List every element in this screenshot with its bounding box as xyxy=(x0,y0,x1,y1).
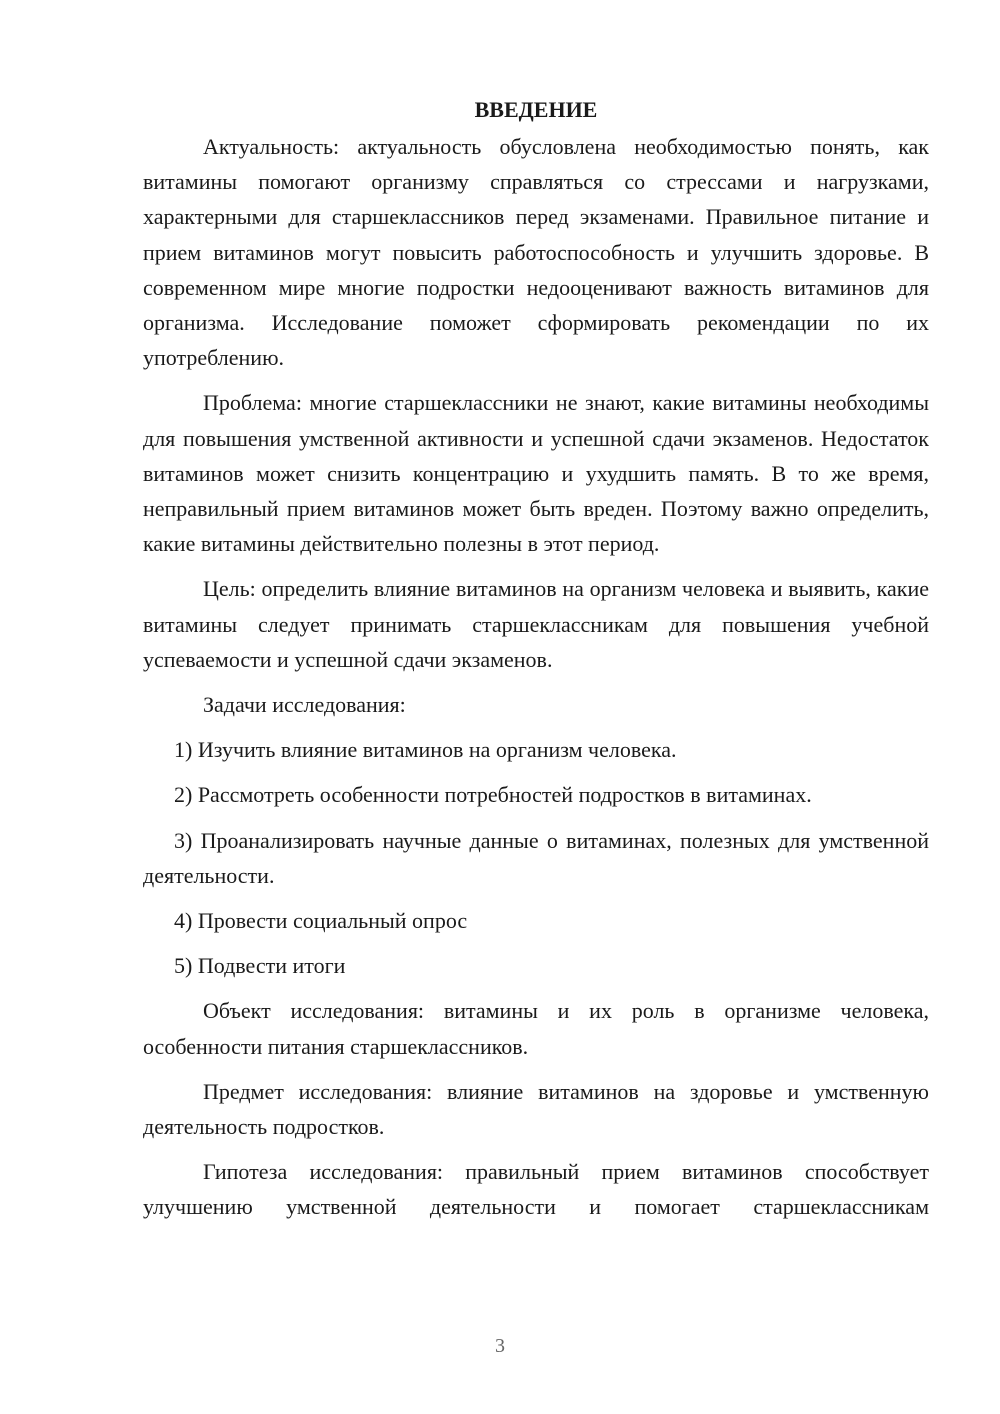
tasks-title: Задачи исследования: xyxy=(203,692,406,718)
task-item: 5) Подвести итоги xyxy=(174,953,346,979)
goal-paragraph: Цель: определить влияние витаминов на организм человека и выявить, какие витамины следует принимать старшеклассникам для повышения учебной успеваемости и успешной сдачи экзаменов. xyxy=(143,576,929,672)
task-item: 3) Проанализировать научные данные о витаминах, полезных для умственной деятельности. xyxy=(143,827,929,888)
task-item: 1) Изучить влияние витаминов на организм человека. xyxy=(174,737,677,763)
page-number: 3 xyxy=(495,1335,505,1357)
document-page xyxy=(143,92,929,1225)
hypothesis-paragraph: Гипотеза исследования: правильный прием витаминов способствует улучшению умственной деятельности и помогает старшеклассникам xyxy=(143,1159,929,1220)
task-item: 4) Провести социальный опрос xyxy=(174,908,468,934)
subject-paragraph: Предмет исследования: влияние витаминов на здоровье и умственную деятельность подростков. xyxy=(143,1078,929,1140)
problem-paragraph: Проблема: многие старшеклассники не знают, какие витамины необходимы для повышения умственной активности и успешной сдачи экзаменов. Недостаток витаминов может снизить концентрацию и ухудшить память. В то же время, неправильный прием витаминов может быть вреден. Поэтому важно определить, какие витамины действительно полезны в этот период. xyxy=(143,390,929,557)
task-item: 2) Рассмотреть особенности потребностей подростков в витаминах. xyxy=(174,782,812,808)
object-paragraph: Объект исследования: витамины и их роль в организме человека, особенности питания старшеклассников. xyxy=(143,998,929,1059)
document-heading: ВВЕДЕНИЕ xyxy=(474,97,598,122)
relevance-paragraph: Актуальность: актуальность обусловлена необходимостью понять, как витамины помогают организму справляться со стрессами и нагрузками, характерными для старшеклассников перед экзаменами. Правильное питание и прием витаминов могут повысить работоспособность и улучшить здоровье. В современном мире многие подростки недооценивают важность витаминов для организма. Исследование поможет сформировать рекомендации по их употреблению. xyxy=(143,134,929,371)
